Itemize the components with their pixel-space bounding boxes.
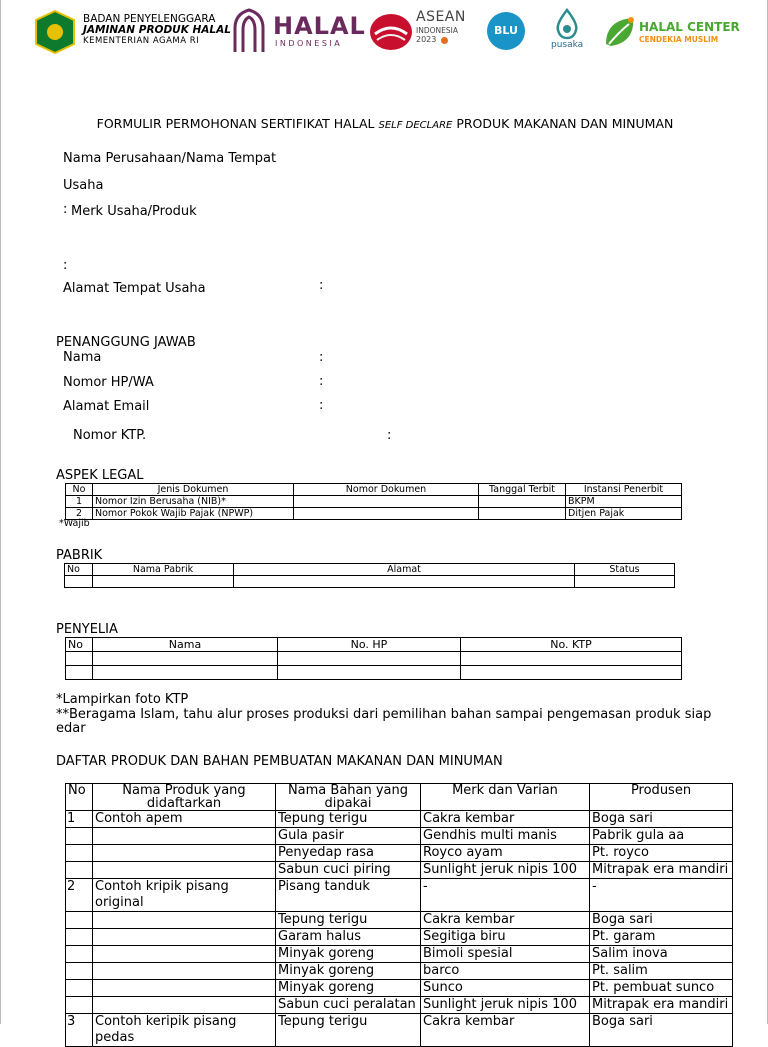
table-row <box>66 963 733 980</box>
blu-badge: BLU <box>487 12 525 50</box>
product-cell <box>93 963 276 980</box>
halal-center-l2: CENDEKIA MUSLIM <box>639 35 719 44</box>
product-cell <box>66 862 93 879</box>
table-row <box>66 666 682 680</box>
product-cell: - <box>590 879 733 912</box>
product-cell: Boga sari <box>590 1014 733 1047</box>
supervisor-cell[interactable] <box>278 652 461 666</box>
logo-bar <box>31 6 740 62</box>
legal-cell: Ditjen Pajak <box>566 508 682 520</box>
product-cell <box>66 845 93 862</box>
legal-table <box>65 483 682 520</box>
product-cell: Gula pasir <box>276 828 421 845</box>
product-cell: Sabun cuci peralatan <box>276 997 421 1014</box>
legal-header-date: Tanggal Terbit <box>479 484 566 496</box>
product-cell: Boga sari <box>590 912 733 929</box>
products-heading: DAFTAR PRODUK DAN BAHAN PEMBUATAN MAKANAN DAN MINUMAN <box>56 754 503 769</box>
legal-cell: 2 <box>66 508 93 520</box>
product-cell: 3 <box>66 1014 93 1047</box>
legal-header-number: Nomor Dokumen <box>294 484 479 496</box>
supervisor-header-name: Nama <box>93 638 278 652</box>
product-cell: Minyak goreng <box>276 963 421 980</box>
halal-center-logo <box>603 6 740 58</box>
table-row <box>66 508 682 520</box>
product-cell <box>66 980 93 997</box>
table-row <box>66 980 733 997</box>
supervisor-cell[interactable] <box>461 652 682 666</box>
factory-table <box>64 563 675 588</box>
product-cell: Gendhis multi manis <box>421 828 590 845</box>
factory-cell[interactable] <box>65 576 93 588</box>
factory-heading: PABRIK <box>56 548 103 563</box>
asean-emblem-icon <box>369 12 413 52</box>
product-cell: Tepung terigu <box>276 912 421 929</box>
product-cell: Pt. royco <box>590 845 733 862</box>
table-row <box>66 652 682 666</box>
product-cell: Cakra kembar <box>421 1014 590 1047</box>
responsible-phone-colon: : <box>319 374 324 389</box>
company-label-line1: Nama Perusahaan/Nama Tempat <box>63 151 277 166</box>
table-row <box>66 845 733 862</box>
product-cell: Pt. garam <box>590 929 733 946</box>
title-part1: FORMULIR PERMOHONAN SERTIFIKAT HALAL <box>96 116 379 131</box>
note-ktp: *Lampirkan foto KTP <box>56 692 189 707</box>
responsible-ktp-label: Nomor KTP. <box>73 428 147 443</box>
legal-cell: BKPM <box>566 496 682 508</box>
table-row <box>66 946 733 963</box>
product-cell: Sunco <box>421 980 590 997</box>
table-row <box>66 997 733 1014</box>
product-cell <box>66 828 93 845</box>
product-cell: Sabun cuci piring <box>276 862 421 879</box>
product-cell: Mitrapak era mandiri <box>590 862 733 879</box>
note-islam-line1: **Beragama Islam, tahu alur proses produksi dari pemilihan bahan sampai pengemasan produk siap <box>56 707 712 722</box>
responsible-name-label: Nama <box>63 350 102 365</box>
table-row <box>66 1014 733 1047</box>
product-cell: Minyak goreng <box>276 946 421 963</box>
supervisor-cell[interactable] <box>93 666 278 680</box>
product-cell: Segitiga biru <box>421 929 590 946</box>
bpjph-line2: JAMINAN PRODUK HALAL <box>83 24 231 36</box>
asean-l1: ASEAN <box>416 9 466 25</box>
table-row <box>66 828 733 845</box>
product-cell <box>93 862 276 879</box>
factory-header-status: Status <box>575 564 675 576</box>
factory-cell[interactable] <box>93 576 234 588</box>
product-cell: Mitrapak era mandiri <box>590 997 733 1014</box>
legal-cell[interactable] <box>294 496 479 508</box>
product-cell <box>93 997 276 1014</box>
legal-heading: ASPEK LEGAL <box>56 468 144 483</box>
products-header-row <box>66 784 733 811</box>
bpjph-line3: KEMENTERIAN AGAMA RI <box>83 36 200 46</box>
bpjph-logo <box>33 6 231 58</box>
form-title <box>1 116 768 131</box>
product-cell <box>93 980 276 997</box>
bpjph-line1: BADAN PENYELENGGARA <box>83 13 216 25</box>
address-label: Alamat Tempat Usaha <box>63 281 206 296</box>
product-cell: Pabrik gula aa <box>590 828 733 845</box>
product-cell: Bimoli spesial <box>421 946 590 963</box>
brand-colon: : <box>63 202 68 217</box>
product-cell <box>66 997 93 1014</box>
product-cell: 1 <box>66 811 93 828</box>
company-label-line2: Usaha <box>63 178 104 193</box>
factory-header-no: No <box>65 564 93 576</box>
factory-cell[interactable] <box>234 576 575 588</box>
product-cell: Contoh keripik pisang pedas <box>93 1014 276 1047</box>
product-cell <box>93 845 276 862</box>
title-part2: PRODUK MAKANAN DAN MINUMAN <box>452 116 674 131</box>
table-row <box>66 862 733 879</box>
legal-note: *Wajib <box>59 518 90 529</box>
product-cell <box>93 929 276 946</box>
halal-small-text: INDONESIA <box>275 39 343 48</box>
blu-logo <box>487 6 527 58</box>
halal-emblem-icon <box>231 8 267 54</box>
pusaka-drop-icon <box>552 8 582 40</box>
legal-header-row <box>66 484 682 496</box>
product-cell: Royco ayam <box>421 845 590 862</box>
product-cell: Contoh kripik pisang original <box>93 879 276 912</box>
product-cell: Minyak goreng <box>276 980 421 997</box>
responsible-email-label: Alamat Email <box>63 399 150 414</box>
asean-dot-icon <box>441 37 448 44</box>
supervisor-cell[interactable] <box>461 666 682 680</box>
responsible-email-colon: : <box>319 398 324 413</box>
table-row <box>66 496 682 508</box>
supervisor-cell[interactable] <box>93 652 278 666</box>
products-header-no: No <box>66 784 93 811</box>
table-row <box>66 912 733 929</box>
product-cell <box>93 946 276 963</box>
responsible-name-colon: : <box>319 350 324 365</box>
product-cell: Cakra kembar <box>421 811 590 828</box>
halal-center-leaf-icon <box>603 14 637 50</box>
factory-cell[interactable] <box>575 576 675 588</box>
pusaka-logo <box>547 6 587 58</box>
product-cell <box>93 912 276 929</box>
supervisor-cell[interactable] <box>66 652 93 666</box>
product-cell: - <box>421 879 590 912</box>
product-cell: barco <box>421 963 590 980</box>
product-cell <box>66 912 93 929</box>
supervisor-cell[interactable] <box>278 666 461 680</box>
product-cell: Cakra kembar <box>421 912 590 929</box>
table-row <box>66 811 733 828</box>
factory-header-name: Nama Pabrik <box>93 564 234 576</box>
lone-colon: : <box>63 258 68 273</box>
factory-header-row <box>65 564 675 576</box>
title-italic: SELF DECLARE <box>378 120 453 131</box>
products-table <box>65 783 733 1047</box>
note-islam-line2: edar <box>56 721 86 736</box>
product-cell: Garam halus <box>276 929 421 946</box>
legal-header-issuer: Instansi Penerbit <box>566 484 682 496</box>
asean-l3: 2023 <box>416 35 437 44</box>
legal-header-type: Jenis Dokumen <box>93 484 294 496</box>
factory-header-address: Alamat <box>234 564 575 576</box>
product-cell: Contoh apem <box>93 811 276 828</box>
legal-cell: Nomor Izin Berusaha (NIB)* <box>93 496 294 508</box>
product-cell <box>66 946 93 963</box>
brand-label: Merk Usaha/Produk <box>71 204 197 219</box>
address-colon: : <box>319 278 324 293</box>
supervisor-header-row <box>66 638 682 652</box>
product-cell: Boga sari <box>590 811 733 828</box>
table-row <box>66 929 733 946</box>
product-cell: Pt. salim <box>590 963 733 980</box>
products-header-name: Nama Produk yang didaftarkan <box>93 784 276 811</box>
halal-big-text: HALAL <box>273 12 366 40</box>
table-row <box>65 576 675 588</box>
legal-cell[interactable] <box>479 496 566 508</box>
product-cell: Tepung terigu <box>276 811 421 828</box>
product-cell <box>66 929 93 946</box>
products-header-brand: Merk dan Varian <box>421 784 590 811</box>
responsible-ktp-colon: : <box>387 428 392 443</box>
product-cell <box>93 828 276 845</box>
products-header-producer: Produsen <box>590 784 733 811</box>
product-cell <box>66 963 93 980</box>
table-row <box>66 879 733 912</box>
supervisor-heading: PENYELIA <box>56 622 118 637</box>
supervisor-cell[interactable] <box>66 666 93 680</box>
halal-indonesia-logo <box>231 6 366 58</box>
product-cell: Tepung terigu <box>276 1014 421 1047</box>
legal-cell: 1 <box>66 496 93 508</box>
legal-cell: Nomor Pokok Wajib Pajak (NPWP) <box>93 508 294 520</box>
product-cell: Pt. pembuat sunco <box>590 980 733 997</box>
asean-l2: INDONESIA <box>416 26 458 35</box>
pusaka-text: pusaka <box>551 40 584 50</box>
products-header-material: Nama Bahan yang dipakai <box>276 784 421 811</box>
products-body <box>66 811 733 1047</box>
product-cell: Penyedap rasa <box>276 845 421 862</box>
supervisor-header-phone: No. HP <box>278 638 461 652</box>
halal-center-l1: HALAL CENTER <box>639 20 740 34</box>
product-cell: Sunlight jeruk nipis 100 <box>421 862 590 879</box>
supervisor-table <box>65 637 682 680</box>
responsible-phone-label: Nomor HP/WA <box>63 375 154 390</box>
asean-logo <box>369 6 469 58</box>
legal-header-no: No <box>66 484 93 496</box>
product-cell: Sunlight jeruk nipis 100 <box>421 997 590 1014</box>
legal-cell[interactable] <box>479 508 566 520</box>
kemenag-emblem-icon <box>33 10 77 54</box>
responsible-heading: PENANGGUNG JAWAB <box>56 335 196 350</box>
supervisor-header-ktp: No. KTP <box>461 638 682 652</box>
product-cell: Salim inova <box>590 946 733 963</box>
product-cell: 2 <box>66 879 93 912</box>
product-cell: Pisang tanduk <box>276 879 421 912</box>
supervisor-header-no: No <box>66 638 93 652</box>
legal-cell[interactable] <box>294 508 479 520</box>
